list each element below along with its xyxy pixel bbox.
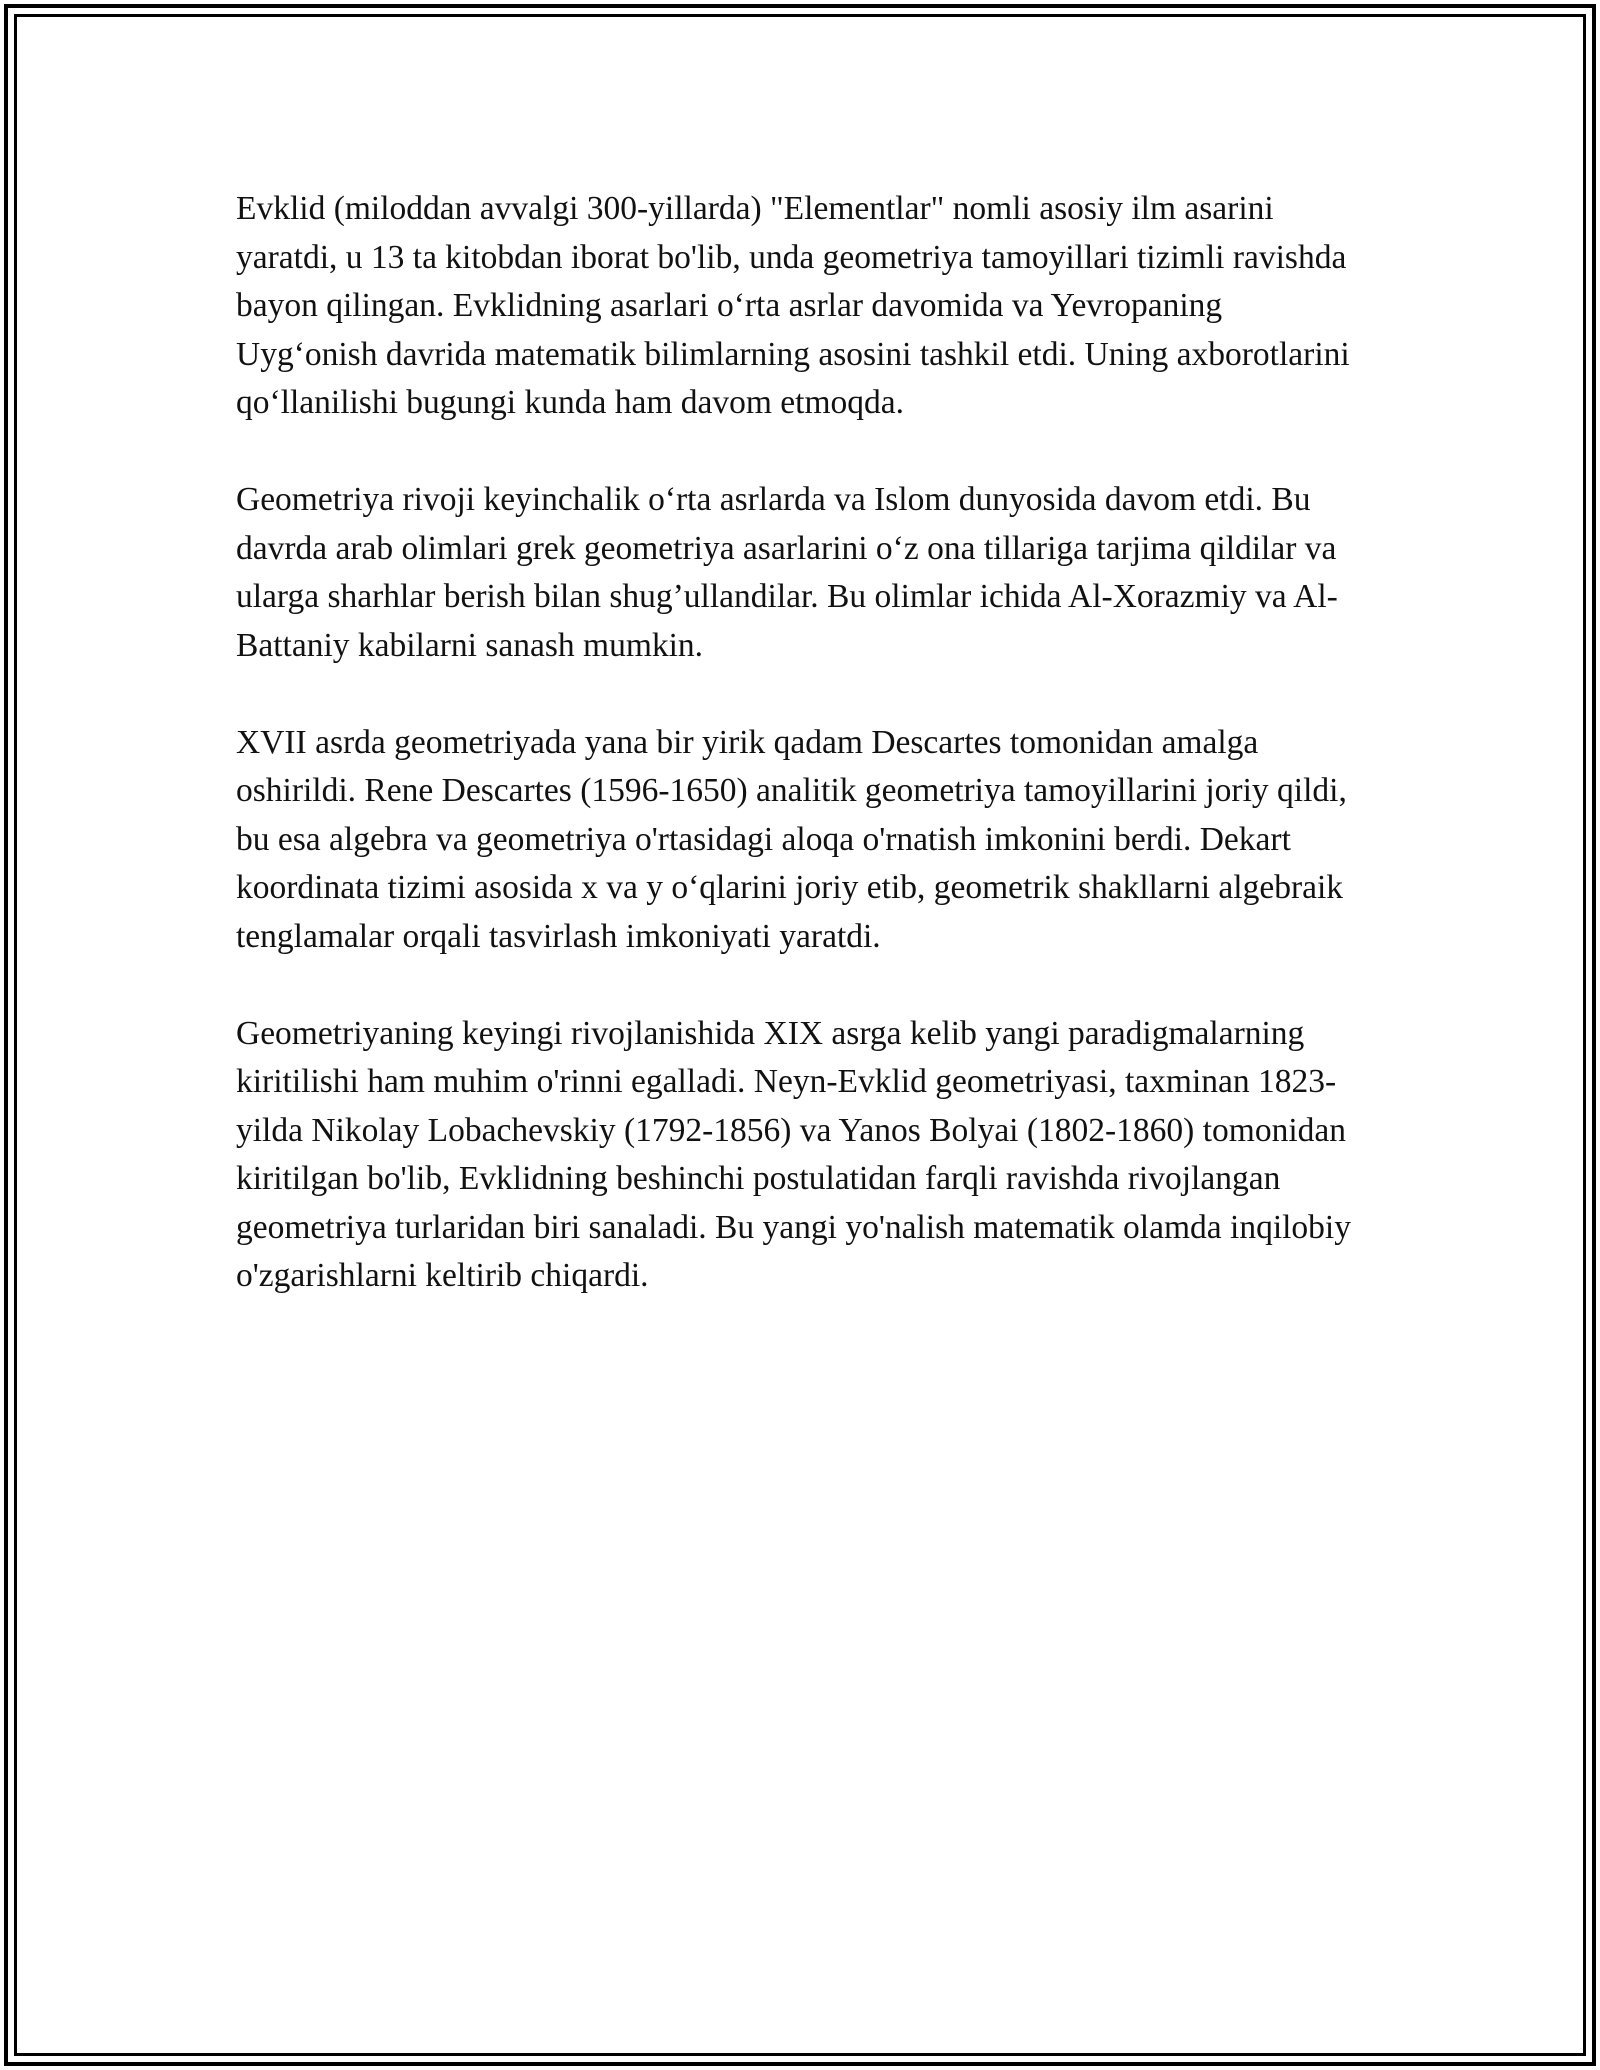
paragraph-non-euclidean: Geometriyaning keyingi rivojlanishida XIX asrga kelib yangi paradigmalarning kiritilishi ham muhim o'rinni egalladi. Neyn-Evklid geometriyasi, taxminan 1823-yilda Nikolay Lobachevskiy (1792-1856) va Yanos Bolyai (1802-1860) tomonidan kiritilgan bo'lib, Evklidning beshinchi postulatidan farqli ravishda rivojlangan geometriya turlaridan biri sanaladi. Bu yangi yo'nalish matematik olamda inqilobiy o'zgarishlarni keltirib chiqardi. — [236, 1014, 1351, 1294]
paragraph-islamic-world: Geometriya rivoji keyinchalik o‘rta asrlarda va Islom dunyosida davom etdi. Bu davrda arab olimlari grek geometriya asarlarini o‘z ona tillariga tarjima qildilar va ularga sharhlar berish bilan shug’ullandilar. Bu olimlar ichida Al-Xorazmiy va Al-Battaniy kabilarni sanash mumkin. — [236, 481, 1338, 664]
paragraph-descartes: XVII asrda geometriyada yana bir yirik qadam Descartes tomonidan amalga oshirildi. Rene Descartes (1596-1650) analitik geometriya tamoyillarini joriy qildi, bu esa algebra va geometriya o'rtasidagi aloqa o'rnatish imkonini berdi. Dekart koordinata tizimi asosida x va y o‘qlarini joriy etib, geometrik shakllarni algebraik tenglamalar orqali tasvirlash imkoniyati yaratdi. — [236, 723, 1347, 955]
paragraph-euclid: Evklid (miloddan avvalgi 300-yillarda) "Elementlar" nomli asosiy ilm asarini yaratdi, u 13 ta kitobdan iborat bo'lib, unda geometriya tamoyillari tizimli ravishda bayon qilingan. Evklidning asarlari o‘rta asrlar davomida va Yevropaning Uyg‘onish davrida matematik bilimlarning asosini tashkil etdi. Uning axborotlarini qo‘llanilishi bugungi kunda ham davom etmoqda. — [236, 190, 1350, 421]
document-body — [236, 185, 1366, 1349]
